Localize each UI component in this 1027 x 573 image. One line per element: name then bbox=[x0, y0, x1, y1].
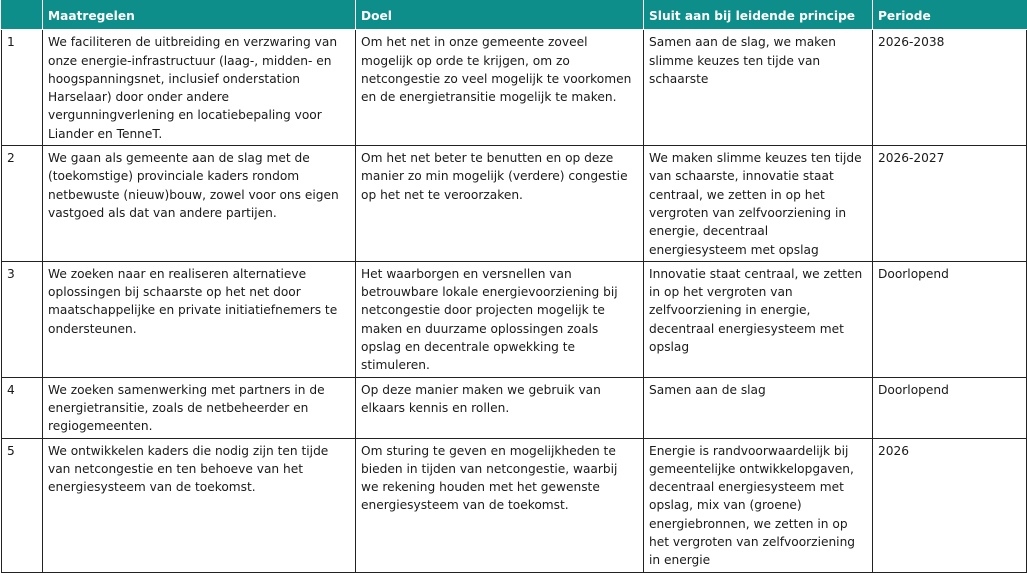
table-row bbox=[2, 377, 1027, 438]
cell-periode: 2026-2027 bbox=[873, 146, 1027, 262]
table-header-row bbox=[2, 1, 1027, 30]
cell-periode: 2026-2038 bbox=[873, 30, 1027, 146]
cell-maatregel: We faciliteren de uitbreiding en verzwaring van onze energie-infrastructuur (laag-, midden- en hoogspanningsnet, inclusief onderstation Harselaar) door onder andere vergunningverlening en locatiebepaling voor Liander en TenneT. bbox=[43, 30, 356, 146]
table-row bbox=[2, 146, 1027, 262]
table-row bbox=[2, 30, 1027, 146]
cell-periode: Doorlopend bbox=[873, 261, 1027, 377]
cell-maatregel: We zoeken naar en realiseren alternatieve oplossingen bij schaarste op het net door maatschappelijke en private initiatiefnemers te ondersteunen. bbox=[43, 261, 356, 377]
measures-table bbox=[1, 0, 1027, 573]
cell-periode: Doorlopend bbox=[873, 377, 1027, 438]
cell-doel: Op deze manier maken we gebruik van elkaars kennis en rollen. bbox=[356, 377, 644, 438]
header-periode: Periode bbox=[873, 1, 1027, 30]
header-principe: Sluit aan bij leidende principe bbox=[644, 1, 873, 30]
cell-principe: Innovatie staat centraal, we zetten in op het vergroten van zelfvoorziening in energie, decentraal energiesysteem met opslag bbox=[644, 261, 873, 377]
header-doel: Doel bbox=[356, 1, 644, 30]
cell-doel: Het waarborgen en versnellen van betrouwbare lokale energievoorziening bij netcongestie door projecten mogelijk te maken en duurzame oplossingen zoals opslag en decentrale opwekking te stimuleren. bbox=[356, 261, 644, 377]
cell-nr: 4 bbox=[2, 377, 43, 438]
table-row bbox=[2, 438, 1027, 572]
header-maatregelen: Maatregelen bbox=[43, 1, 356, 30]
header-nr bbox=[2, 1, 43, 30]
cell-principe: Samen aan de slag bbox=[644, 377, 873, 438]
cell-principe: Samen aan de slag, we maken slimme keuzes ten tijde van schaarste bbox=[644, 30, 873, 146]
cell-nr: 1 bbox=[2, 30, 43, 146]
cell-nr: 2 bbox=[2, 146, 43, 262]
cell-doel: Om sturing te geven en mogelijkheden te bieden in tijden van netcongestie, waarbij we rekening houden met het gewenste energiesysteem van de toekomst. bbox=[356, 438, 644, 572]
cell-nr: 5 bbox=[2, 438, 43, 572]
cell-doel: Om het net beter te benutten en op deze manier zo min mogelijk (verdere) congestie op het net te veroorzaken. bbox=[356, 146, 644, 262]
cell-doel: Om het net in onze gemeente zoveel mogelijk op orde te krijgen, om zo netcongestie zo veel mogelijk te voorkomen en de energietransitie mogelijk te maken. bbox=[356, 30, 644, 146]
cell-maatregel: We zoeken samenwerking met partners in de energietransitie, zoals de netbeheerder en regiogemeenten. bbox=[43, 377, 356, 438]
cell-maatregel: We gaan als gemeente aan de slag met de (toekomstige) provinciale kaders rondom netbewuste (nieuw)bouw, zowel voor ons eigen vastgoed als dat van andere partijen. bbox=[43, 146, 356, 262]
cell-maatregel: We ontwikkelen kaders die nodig zijn ten tijde van netcongestie en ten behoeve van het energiesysteem van de toekomst. bbox=[43, 438, 356, 572]
cell-nr: 3 bbox=[2, 261, 43, 377]
cell-periode: 2026 bbox=[873, 438, 1027, 572]
table-row bbox=[2, 261, 1027, 377]
cell-principe: We maken slimme keuzes ten tijde van schaarste, innovatie staat centraal, we zetten in op het vergroten van zelfvoorziening in energie, decentraal energiesysteem met opslag bbox=[644, 146, 873, 262]
cell-principe: Energie is randvoorwaardelijk bij gemeentelijke ontwikkelopgaven, decentraal energiesysteem met opslag, mix van (groene) energiebronnen, we zetten in op het vergroten van zelfvoorziening in energie bbox=[644, 438, 873, 572]
